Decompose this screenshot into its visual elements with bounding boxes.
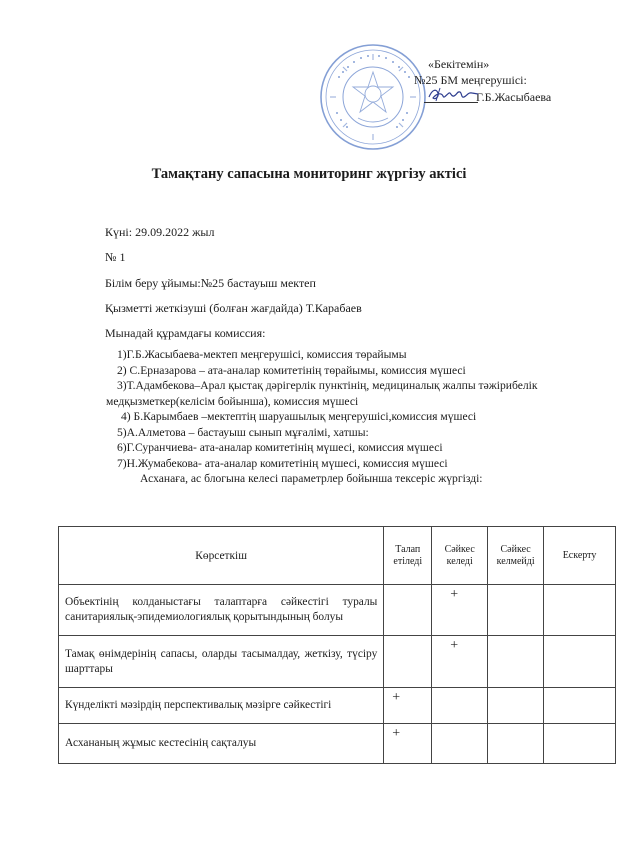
complies-cell: + bbox=[432, 585, 488, 636]
organization-line: Білім беру ұйымы:№25 бастауыш мектеп bbox=[105, 276, 316, 290]
indicator-cell: Күнделікті мәзірдің перспективалық мәзірге сәйкестігі bbox=[59, 688, 384, 724]
table-row bbox=[59, 636, 616, 688]
approval-line-name: Г.Б.Жасыбаева bbox=[476, 90, 552, 104]
note-cell bbox=[544, 724, 616, 764]
document-title: Тамақтану сапасына мониторинг жүргізу актісі bbox=[151, 166, 467, 182]
not-complies-cell bbox=[488, 724, 544, 764]
header-indicator: Көрсеткіш bbox=[59, 527, 384, 585]
indicator-cell: Объектінің колданыстағы талаптарға сәйкестігі туралы санитариялық-эпидемиологиялық қорытындының болуы bbox=[59, 585, 384, 636]
note-cell bbox=[544, 585, 616, 636]
required-cell bbox=[384, 636, 432, 688]
note-cell bbox=[544, 636, 616, 688]
date-line: Күні: 29.09.2022 жыл bbox=[105, 225, 215, 239]
member-item: 1)Г.Б.Жасыбаева-мектеп меңгерушісі, комиссия төрайымы bbox=[117, 348, 407, 361]
member-item: 7)Н.Жумабекова- ата-аналар комитетінің мүшесі, комиссия мүшесі bbox=[117, 456, 448, 470]
not-complies-cell bbox=[488, 636, 544, 688]
member-item: медқызметкер(келісім бойынша), комиссия мүшесі bbox=[106, 394, 359, 408]
required-cell: + bbox=[384, 688, 432, 724]
commission-members-list bbox=[106, 347, 538, 487]
note-cell bbox=[544, 688, 616, 724]
table-header-row bbox=[59, 527, 616, 585]
complies-cell bbox=[432, 724, 488, 764]
table-row bbox=[59, 688, 616, 724]
indicator-cell: Асхананың жұмыс кестесінің сақталуы bbox=[59, 724, 384, 764]
member-item: 6)Г.Суранчиева- ата-аналар комитетінің мүшесі, комиссия мүшесі bbox=[117, 441, 443, 454]
header-required: Талап етіледі bbox=[384, 527, 432, 585]
header-note: Ескерту bbox=[544, 527, 616, 585]
required-cell: + bbox=[384, 724, 432, 764]
complies-cell bbox=[432, 688, 488, 724]
number-line: № 1 bbox=[105, 250, 126, 264]
signature-underline bbox=[424, 102, 478, 103]
member-item: 3)Т.Адамбекова–Арал қыстақ дәрігерлік пунктінің, медициналық жалпы тәжірибелік bbox=[117, 379, 538, 392]
header-not-complies: Сәйкес келмейді bbox=[488, 527, 544, 585]
table-row bbox=[59, 585, 616, 636]
approval-line-position: №25 БМ меңгерушісі: bbox=[414, 73, 527, 87]
not-complies-cell bbox=[488, 585, 544, 636]
required-cell bbox=[384, 585, 432, 636]
monitoring-table bbox=[58, 526, 616, 764]
provider-line: Қызметті жеткізуші (болған жағдайда) Т.Карабаев bbox=[105, 301, 362, 315]
member-item: 2) С.Ерназарова – ата-аналар комитетінің төрайымы, комиссия мүшесі bbox=[117, 363, 466, 377]
signature-icon bbox=[426, 84, 482, 104]
header-complies: Сәйкес келеді bbox=[432, 527, 488, 585]
commission-intro: Мынадай құрамдағы комиссия: bbox=[105, 326, 266, 340]
indicator-cell: Тамақ өнімдерінің сапасы, оларды тасымалдау, жеткізу, түсіру шарттары bbox=[59, 636, 384, 688]
table-row bbox=[59, 724, 616, 764]
not-complies-cell bbox=[488, 688, 544, 724]
member-item: 5)А.Алметова – бастауыш сынып мұғалімі, хатшы: bbox=[117, 425, 369, 439]
member-item: 4) Б.Карымбаев –мектептің шаруашылық меңгерушісі,комиссия мүшесі bbox=[121, 410, 477, 423]
complies-cell: + bbox=[432, 636, 488, 688]
inspection-intro-line: Асханаға, ас блогына келесі параметрлер бойынша тексеріс жүргізді: bbox=[140, 472, 483, 485]
approval-line-approve: «Бекітемін» bbox=[428, 57, 490, 71]
